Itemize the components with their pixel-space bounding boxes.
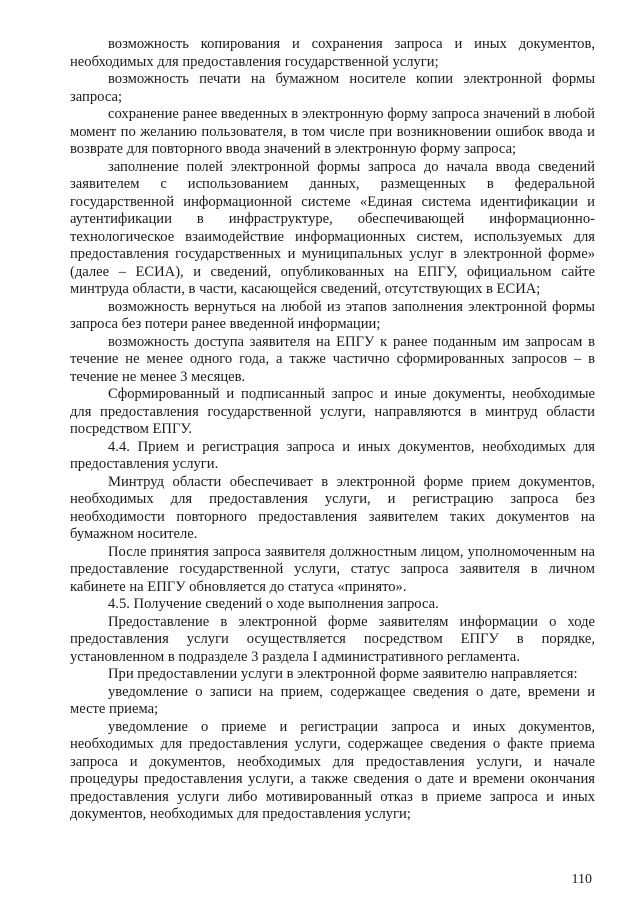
paragraph-registration-notice: уведомление о приеме и регистрации запроса и иных документов, необходимых для предоставления услуги, содержащее сведения о факте приема запроса и документов, необходимых для предоставления услуги, и начале процедуры предоставления услуги, а также сведения о дате и времени окончания предоставления услуги либо мотивированный отказ в приеме запроса и иных документов, необходимых для предоставления услуги;	[70, 718, 595, 822]
paragraph-formed-request: Сформированный и подписанный запрос и иные документы, необходимые для предоставления государственной услуги, направляются в минтруд области посредством ЕПГУ.	[70, 386, 595, 437]
paragraph-notifications-intro: При предоставлении услуги в электронной форме заявителю направляется:	[108, 666, 578, 682]
paragraph-appointment-notice: уведомление о записи на прием, содержащее сведения о дате, времени и месте приема;	[70, 683, 595, 717]
paragraph-return-stage: возможность вернуться на любой из этапов заполнения электронной формы запроса без потери ранее введенной информации;	[70, 298, 595, 332]
paragraph-access-requests: возможность доступа заявителя на ЕПГУ к ранее поданным им запросам в течение не менее одного года, а также частично сформированных запросов – в течение не менее 3 месяцев.	[70, 333, 595, 385]
paragraph-esia-fill: заполнение полей электронной формы запроса до начала ввода сведений заявителем с использованием данных, размещенных в федеральной государственной информационной системе «Единая система идентификации и аутентификации в инфраструктуре, обеспечивающей информационно-технологическое взаимодействие информационных систем, используемых для предоставления государственных и муниципальных услуг в электронной форме» (далее – ЕСИА), и сведений, опубликованных на ЕПГУ, официальном сайте минтруда области, в части, касающейся сведений, отсутствующих в ЕСИА;	[70, 158, 595, 297]
paragraph-print: возможность печати на бумажном носителе копии электронной формы запроса;	[70, 71, 595, 105]
document-body	[70, 36, 595, 824]
paragraph-progress-info: Предоставление в электронной форме заявителям информации о ходе предоставления услуги осуществляется посредством ЕПГУ в порядке, установленном в подразделе 3 раздела I административного регламента.	[70, 613, 595, 665]
section-heading-4-4: 4.4. Прием и регистрация запроса и иных документов, необходимых для предоставления услуги.	[70, 438, 595, 472]
paragraph-copy-save: возможность копирования и сохранения запроса и иных документов, необходимых для предоставления государственной услуги;	[70, 36, 595, 70]
paragraph-save-values: сохранение ранее введенных в электронную форму запроса значений в любой момент по желанию пользователя, в том числе при возникновении ошибок ввода и возврате для повторного ввода значений в электронную форму запроса;	[70, 106, 595, 157]
page-number: 110	[571, 872, 592, 887]
paragraph-status-accepted: После принятия запроса заявителя должностным лицом, уполномоченным на предоставление государственной услуги, статус запроса заявителя в личном кабинете на ЕПГУ обновляется до статуса «принято».	[70, 543, 595, 595]
section-heading-4-5: 4.5. Получение сведений о ходе выполнения запроса.	[108, 596, 439, 612]
paragraph-reception: Минтруд области обеспечивает в электронной форме прием документов, необходимых для предоставления услуги, и регистрацию запроса без необходимости повторного предоставления заявителем таких документов на бумажном носителе.	[70, 473, 595, 542]
